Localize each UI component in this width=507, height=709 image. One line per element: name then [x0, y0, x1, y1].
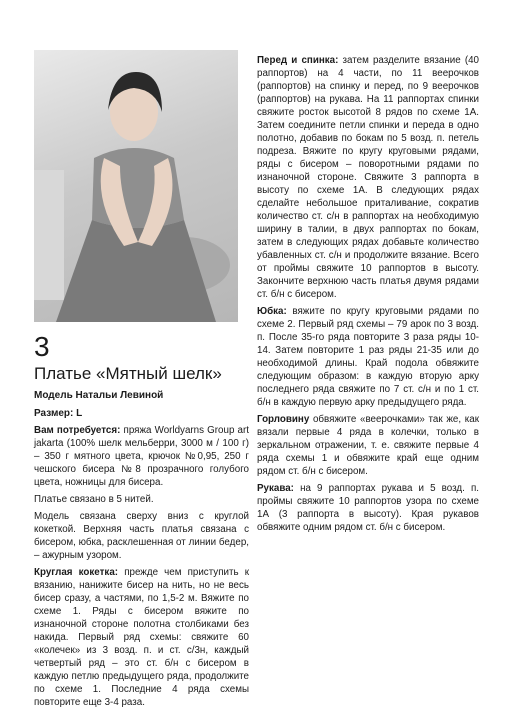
threads-note: Платье связано в 5 нитей.	[34, 494, 154, 505]
front-back-text: затем разделите вязание (40 раппортов) на 4 части, по 11 веерочков (раппортов) на спинку и перед, по 9 веерочков (раппортов) на рукава. На 11 раппортах спинки свяжите росток высотой 8 рядов по схеме 1А. Затем соедините петли спинки и переда в одно полотно, добавив по бокам по 5 возд. п. петель подреза. Вяжите по кругу круговыми рядами, ряды с бисером – поворотными рядами по изнаночной стороне. Свяжите 3 раппорта в высоту по схеме 1А. В следующих рядах сделайте небольшое приталивание, сократив количество ст. с/н в раппортах на необходимую ширину в талии, в двух раппортах по бокам, затем в следующих рядах добавьте количество убавленных ст. с/н и продолжите вязание. Всего от проймы свяжите 10 раппортов в высоту. Закончите верхнюю часть платья двумя рядами ст. б/н с бисером.	[257, 55, 479, 300]
size-label: Размер: L	[34, 408, 83, 419]
skirt-paragraph	[257, 305, 479, 409]
model-photo	[34, 50, 238, 322]
intro-paragraph: Модель связана сверху вниз с круглой кокеткой. Верхняя часть платья связана с бисером, юбка, расклешенная от линии бедер, – ажурным узором.	[34, 511, 249, 561]
neck-text: обвяжите «веерочками» так же, как вязали первые 4 ряда в колечки, только в зеркальном отражении, т. е. свяжите первые 4 ряда схемы 1 и обвяжите край еще одним рядом ст. б/н с бисером.	[257, 414, 479, 477]
yoke-label: Круглая кокетка:	[34, 567, 119, 578]
neck-label: Горловину	[257, 414, 310, 425]
yoke-paragraph	[34, 566, 249, 709]
sleeves-text: на 9 раппортах рукава и 5 возд. п. проймы свяжите 10 раппортов узора по схеме 1А (3 раппорта в высоту). Края рукавов обвяжите одним рядом ст. б/н с бисером.	[257, 483, 479, 533]
materials-text: пряжа Worldyarns Group art jakarta (100% шелк мельберри, 3000 м / 100 г) – 350 г мятного цвета, крючок №0,95, 250 г чешского бисера №8 прозрачного голубого цвета, ножницы для бисера.	[34, 425, 249, 488]
right-column	[257, 50, 479, 534]
sleeves-label: Рукава:	[257, 483, 294, 494]
designer-credit: Модель Натальи Левиной	[34, 390, 164, 401]
pattern-title: Платье «Мятный шелк»	[34, 364, 222, 383]
neck-paragraph	[257, 413, 479, 478]
materials-label: Вам потребуется:	[34, 425, 121, 436]
skirt-text: вяжите по кругу круговыми рядами по схеме 2. Первый ряд схемы – 79 арок по 3 возд. п. После 35-го ряда повторите 3 раза ряды 10-14. Затем повторите 1 раз ряды 21-35 или до необходимой длины. Край подола обвяжите следующим образом: в каждую вторую арку последнего ряда свяжите по 7 ст. с/н и по 1 ст. б/н в каждую первую арку предыдущего ряда.	[257, 306, 479, 408]
woman-in-crochet-dress-icon	[34, 50, 238, 322]
materials-paragraph	[34, 424, 249, 489]
yoke-text: прежде чем приступить к вязанию, нанижите бисер на нить, но не весь бисер сразу, а частями, по 1,5-2 м. Вяжите по схеме 1. Ряды с бисером вяжите по изнаночной стороне полотна столбиками без накида. Первый ряд схемы: свяжите 60 «колечек» из 3 возд. п. и ст. с/3н, каждый четвертый ряд – это ст. б/н с бисером в каждую петлю предыдущего ряда, продолжите по схеме 1. Последние 4 ряда схемы повторите еще 3-4 раза.	[34, 567, 249, 708]
left-column	[34, 50, 249, 709]
front-back-paragraph	[257, 54, 479, 301]
sleeves-paragraph	[257, 482, 479, 534]
front-back-label: Перед и спинка:	[257, 55, 339, 66]
skirt-label: Юбка:	[257, 306, 287, 317]
pattern-number: 3	[34, 331, 50, 362]
